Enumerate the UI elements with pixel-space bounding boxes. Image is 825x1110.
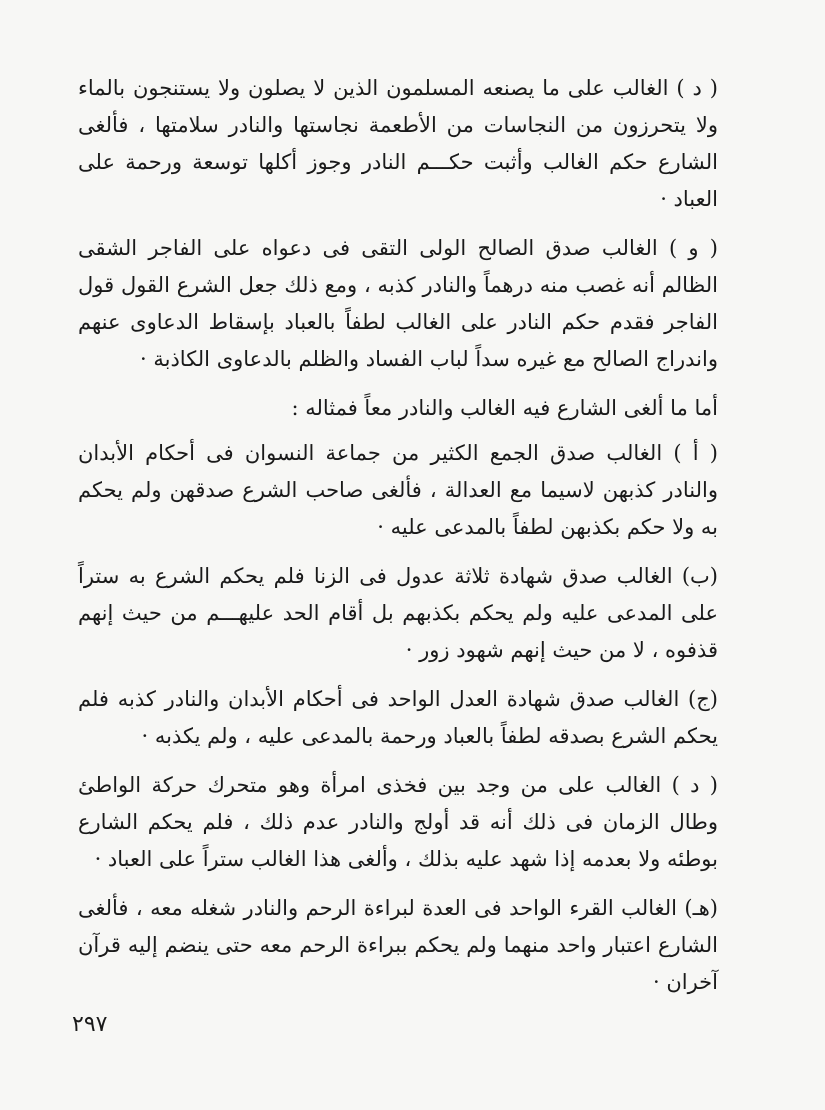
paragraph-jim: (ج) الغالب صدق شهادة العدل الواحد فى أحكام الأبدان والنادر كذبه فلم يحكم الشرع بصدقه لطفاً بالعباد ورحمة بالمدعى عليه ، ولم يكذبه · xyxy=(78,687,719,748)
paragraph-ha: (هـ) الغالب القرء الواحد فى العدة لبراءة الرحم والنادر شغله معه ، فألغى الشارع اعتبار واحد منهما ولم يحكم ببراءة الرحم معه حتى ينضم إليه قرآن آخران · xyxy=(78,896,718,994)
page-body xyxy=(78,70,718,1013)
paragraph-ba: (ب) الغالب صدق شهادة ثلاثة عدول فى الزنا فلم يحكم الشرع به ستراً على المدعى عليه ولم يحكم بكذبهم بل أقام الحد عليهـــم من حيث إنهم قذفوه ، لا من حيث إنهم شهود زور · xyxy=(78,564,718,662)
paragraph-dal-2: ( د ) الغالب على من وجد بين فخذى امرأة وهو متحرك حركة الواطئ وطال الزمان فى ذلك أنه قد أولج والنادر عدم ذلك ، فلم يحكم الشارع بوطئه ولا بعدمه إذا شهد عليه بذلك ، وألغى هذا الغالب ستراً على العباد · xyxy=(78,773,718,871)
paragraph-dal-1: ( د ) الغالب على ما يصنعه المسلمون الذين لا يصلون ولا يستنجون بالماء ولا يتحرزون من النجاسات من الأطعمة نجاستها والنادر سلامتها ، فألغى الشارع حكم الغالب وأثبت حكـــم النادر وجوز أكلها توسعة ورحمة على العباد · xyxy=(78,76,718,211)
paragraph-alif: ( أ ) الغالب صدق الجمع الكثير من جماعة النسوان فى أحكام الأبدان والنادر كذبهن لاسيما مع العدالة ، فألغى صاحب الشرع صدقهن ولم يحكم به ولا حكم بكذبهن لطفاً بالمدعى عليه · xyxy=(78,441,718,539)
page-number: ٢٩٧ xyxy=(72,1012,108,1037)
paragraph-intro: أما ما ألغى الشارع فيه الغالب والنادر معاً فمثاله : xyxy=(291,396,718,420)
paragraph-waw: ( و ) الغالب صدق الصالح الولى التقى فى دعواه على الفاجر الشقى الظالم أنه غصب منه درهماً والنادر كذبه ، ومع ذلك جعل الشرع القول قول الفاجر فقدم حكم النادر على الغالب لطفاً بالعباد بإسقاط الدعاوى عنهم واندراج الصالح مع غيره سداً لباب الفساد والظلم بالدعاوى الكاذبة · xyxy=(78,236,718,371)
